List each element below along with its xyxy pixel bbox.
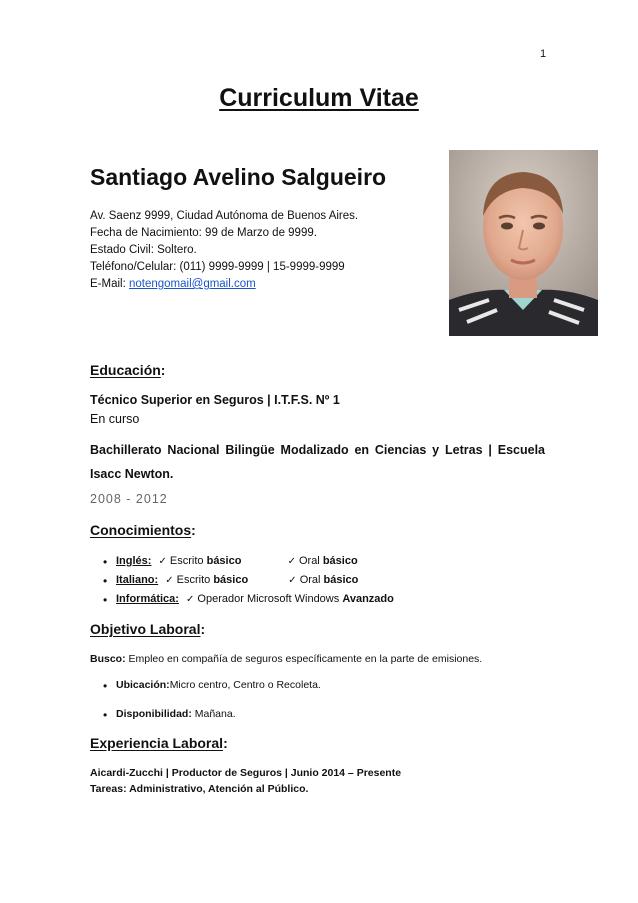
skill-label: Informática: [116,593,179,605]
checkmark-icon: ✓ [186,594,195,605]
checkmark-icon: ✓ [288,575,297,586]
education-item-title: Bachillerato Nacional Bilingüe Modalizado en Ciencias y Letras | Escuela Isacc Newton. [90,443,545,481]
profile-photo [449,150,598,336]
list-item: • Disponibilidad: Mañana. [103,708,236,722]
education-heading: Educación: [90,362,166,378]
address-line: Av. Saenz 9999, Ciudad Autónoma de Buenos Aires. [90,210,359,222]
list-item: • Inglés: ✓ Escrito básico ✓ Oral básico [103,555,358,569]
candidate-name: Santiago Avelino Salgueiro [90,164,387,190]
language-label: Inglés: [116,555,152,567]
bullet-icon: • [103,679,108,693]
civil-status-line: Estado Civil: Soltero. [90,244,197,256]
email-link[interactable]: notengomail@gmail.com [128,278,256,290]
education-item-years: 2008 - 2012 [90,492,168,506]
checkmark-icon: ✓ [287,556,296,567]
education-item-title: Técnico Superior en Seguros | I.T.F.S. Nº 1 [90,393,340,407]
objective-heading: Objetivo Laboral: [90,621,206,637]
experience-heading: Experiencia Laboral: [90,735,228,751]
page-title: Curriculum Vitae [219,84,419,112]
knowledge-heading: Conocimientos: [90,522,196,538]
language-label: Italiano: [116,574,159,586]
birth-line: Fecha de Nacimiento: 99 de Marzo de 9999. [90,227,317,239]
checkmark-icon: ✓ [165,575,174,586]
experience-tasks: Tareas: Administrativo, Atención al Público. [90,783,309,795]
portrait-image [449,150,598,336]
page-number: 1 [540,48,547,60]
bullet-icon: • [103,555,108,569]
list-item: • Ubicación:Micro centro, Centro o Recoleta. [103,679,321,693]
email-line [90,276,358,293]
list-item: • Informática: ✓ Operador Microsoft Windows Avanzado [103,593,394,607]
bullet-icon: • [103,708,108,722]
personal-info [90,208,358,293]
experience-job: Aicardi-Zucchi | Productor de Seguros | Junio 2014 – Presente [90,767,402,779]
bullet-icon: • [103,574,108,588]
list-item: • Italiano: ✓ Escrito básico ✓ Oral básico [103,574,359,588]
email-label: E-Mail: [90,278,129,290]
objective-description: Busco: Empleo en compañía de seguros específicamente en la parte de emisiones. [90,653,483,665]
phone-line: Teléfono/Celular: (011) 9999-9999 | 15-9999-9999 [90,261,345,273]
education-item-status: En curso [90,412,140,426]
bullet-icon: • [103,593,108,607]
checkmark-icon: ✓ [158,556,167,567]
